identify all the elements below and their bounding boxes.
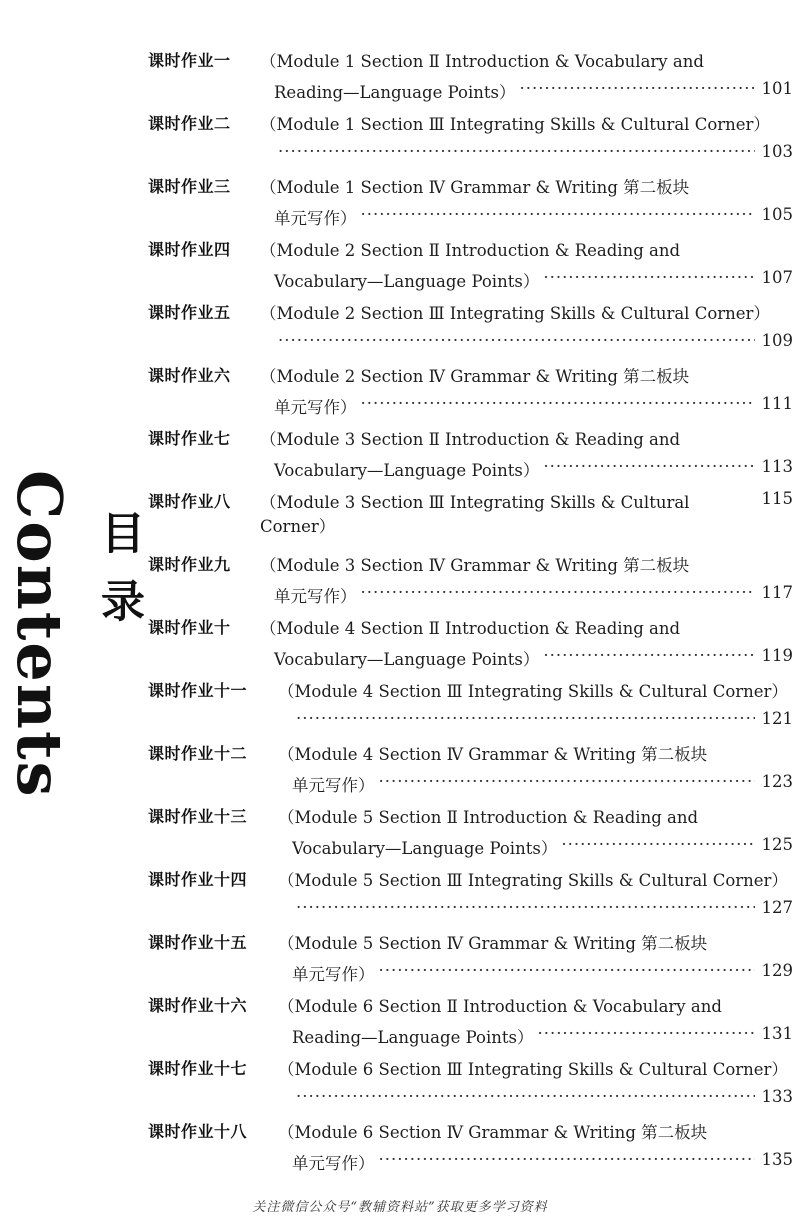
toc-entry[interactable] (148, 233, 793, 296)
toc-entry[interactable] (148, 611, 793, 674)
toc-entry[interactable] (148, 296, 793, 359)
toc-entry[interactable] (148, 989, 793, 1052)
toc-entry-title: （Module 2 Section Ⅱ Introduction & Reading and (260, 241, 681, 260)
toc-entry-title: （Module 2 Section Ⅳ Grammar & Writing 第二板块 (260, 367, 690, 386)
toc-entry[interactable] (148, 170, 793, 233)
toc-entry-title: （Module 6 Section Ⅲ Integrating Skills & Cultural Corner） (278, 1060, 788, 1079)
toc-page-number: 107 (761, 268, 793, 287)
toc-entry[interactable] (148, 107, 793, 170)
toc-page-number: 117 (761, 583, 793, 602)
footer-note: 关注微信公众号“教辅资料站”获取更多学习资料 (252, 1200, 548, 1215)
toc-entry-label: 课时作业二 (148, 114, 231, 133)
toc-page-number: 135 (761, 1150, 793, 1169)
toc-entry-label: 课时作业九 (148, 555, 231, 574)
toc-page-number: 123 (761, 772, 793, 791)
leader-dots (379, 772, 756, 796)
contents-heading-en: Contents (3, 470, 76, 799)
leader-dots (278, 142, 755, 161)
toc-entry-title-cont: 单元写作） (292, 965, 375, 984)
leader-dots (379, 961, 756, 985)
leader-dots (543, 457, 755, 481)
toc-page-number: 113 (761, 457, 793, 476)
toc-entry-label: 课时作业十六 (148, 996, 248, 1015)
toc-entry-title-cont: Vocabulary—Language Points） (274, 461, 540, 480)
leader-dots (296, 898, 755, 917)
toc-entry-label: 课时作业十一 (148, 681, 248, 700)
toc-entry-label: 课时作业十五 (148, 933, 248, 952)
toc-entry-title: （Module 3 Section Ⅲ Integrating Skills & Cultural Corner） (260, 493, 690, 536)
toc-entry[interactable] (148, 548, 793, 611)
toc-entry-title: （Module 5 Section Ⅳ Grammar & Writing 第二板块 (278, 934, 708, 953)
leader-dots (361, 583, 756, 607)
leader-dots (561, 835, 755, 859)
toc-entry-title: （Module 4 Section Ⅲ Integrating Skills & Cultural Corner） (278, 682, 788, 701)
toc-entry[interactable] (148, 44, 793, 107)
toc-entry-label: 课时作业八 (148, 492, 231, 511)
toc-page-number: 111 (761, 394, 793, 413)
leader-dots (543, 268, 755, 292)
toc-entry-label: 课时作业五 (148, 303, 231, 322)
toc-page-number: 131 (761, 1024, 793, 1043)
toc-entry-title: （Module 3 Section Ⅳ Grammar & Writing 第二板块 (260, 556, 690, 575)
toc-entry-label: 课时作业三 (148, 177, 231, 196)
toc-entry-title-cont: Reading—Language Points） (274, 83, 516, 102)
toc-entry-label: 课时作业四 (148, 240, 231, 259)
leader-dots (361, 394, 756, 418)
leader-dots (379, 1150, 756, 1174)
toc-entry-label: 课时作业十四 (148, 870, 248, 889)
toc-entry-label: 课时作业一 (148, 51, 231, 70)
contents-heading-cn: 目录 (93, 510, 144, 646)
toc-entry-title-cont: 单元写作） (274, 398, 357, 417)
leader-dots (519, 79, 755, 103)
toc-entry-title: （Module 1 Section Ⅲ Integrating Skills & Cultural Corner） (260, 115, 770, 134)
toc-entry-title: （Module 4 Section Ⅱ Introduction & Reading and (260, 619, 681, 638)
toc-entry-title-cont: Reading—Language Points） (292, 1028, 534, 1047)
toc-entry-title: （Module 5 Section Ⅲ Integrating Skills & Cultural Corner） (278, 871, 788, 890)
toc-page-number: 109 (761, 331, 793, 350)
toc-entry-title: （Module 4 Section Ⅳ Grammar & Writing 第二板块 (278, 745, 708, 764)
toc-entry[interactable] (148, 737, 793, 800)
toc-entry-label: 课时作业十 (148, 618, 231, 637)
toc-entry[interactable] (148, 485, 793, 548)
toc-entry-label: 课时作业十二 (148, 744, 248, 763)
toc-page-number: 125 (761, 835, 793, 854)
toc-entry[interactable] (148, 800, 793, 863)
toc-page-number: 105 (761, 205, 793, 224)
leader-dots (537, 1024, 755, 1048)
toc-entry[interactable] (148, 1115, 793, 1178)
toc-entry-title-cont: Vocabulary—Language Points） (274, 272, 540, 291)
toc-entry-title: （Module 1 Section Ⅳ Grammar & Writing 第二板块 (260, 178, 690, 197)
toc-entry[interactable] (148, 359, 793, 422)
toc-entry-title: （Module 5 Section Ⅱ Introduction & Reading and (278, 808, 699, 827)
leader-dots (278, 331, 755, 350)
toc-entry-label: 课时作业六 (148, 366, 231, 385)
toc-page-number: 127 (761, 898, 793, 917)
leader-dots (296, 709, 755, 728)
toc-page-number: 119 (761, 646, 793, 665)
toc-page-number: 133 (761, 1087, 793, 1106)
toc-entry[interactable] (148, 926, 793, 989)
toc-entry[interactable] (148, 863, 793, 926)
toc-entry-title: （Module 6 Section Ⅱ Introduction & Vocabulary and (278, 997, 722, 1016)
toc-entry-title-cont: Vocabulary—Language Points） (292, 839, 558, 858)
toc-page-number: 101 (761, 79, 793, 98)
leader-dots (543, 646, 755, 670)
side-title (0, 470, 144, 799)
toc-entry-label: 课时作业十八 (148, 1122, 248, 1141)
toc-entry-title-cont: Vocabulary—Language Points） (274, 650, 540, 669)
toc-page-number: 129 (761, 961, 793, 980)
toc-entry-label: 课时作业七 (148, 429, 231, 448)
toc-page-number: 115 (761, 489, 793, 508)
toc-page-number: 121 (761, 709, 793, 728)
toc-entry-label: 课时作业十三 (148, 807, 248, 826)
leader-dots (296, 1087, 755, 1106)
toc-entry-label: 课时作业十七 (148, 1059, 248, 1078)
toc-entry-title: （Module 3 Section Ⅱ Introduction & Reading and (260, 430, 681, 449)
toc-entry-title-cont: 单元写作） (292, 776, 375, 795)
toc-entry-title: （Module 1 Section Ⅱ Introduction & Vocabulary and (260, 52, 704, 71)
toc-entry-title: （Module 6 Section Ⅳ Grammar & Writing 第二板块 (278, 1123, 708, 1142)
toc-entry-title: （Module 2 Section Ⅲ Integrating Skills & Cultural Corner） (260, 304, 770, 323)
toc-entry[interactable] (148, 674, 793, 737)
leader-dots (361, 205, 756, 229)
toc-entry-title-cont: 单元写作） (292, 1154, 375, 1173)
toc-entry-title-cont: 单元写作） (274, 209, 357, 228)
toc-page-number: 103 (761, 142, 793, 161)
table-of-contents (148, 44, 793, 1178)
toc-entry-title-cont: 单元写作） (274, 587, 357, 606)
toc-entry[interactable] (148, 422, 793, 485)
toc-entry[interactable] (148, 1052, 793, 1115)
